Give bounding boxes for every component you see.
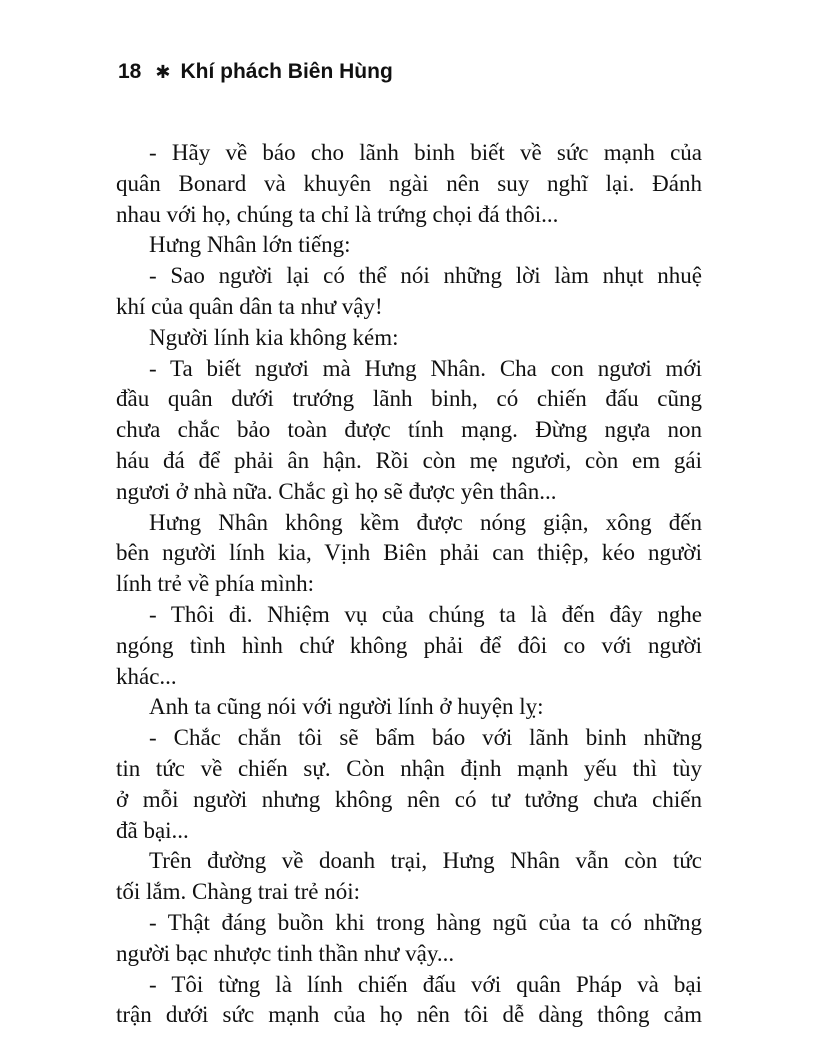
asterisk-icon: ✱	[155, 61, 171, 82]
text-line: trận dưới sức mạnh của họ nên tôi dễ dàng thông cảm	[116, 1002, 702, 1028]
text-line: Anh ta cũng nói với người lính ở huyện lỵ:	[149, 694, 544, 720]
text-line: tối lắm. Chàng trai trẻ nói:	[116, 879, 361, 905]
text-line: Trên đường về doanh trại, Hưng Nhân vẫn còn tức	[149, 848, 702, 874]
text-line: - Thôi đi. Nhiệm vụ của chúng ta là đến đây nghe	[149, 601, 702, 627]
page-body-text	[116, 138, 702, 1031]
text-line: chưa chắc bảo toàn được tính mạng. Đừng ngựa non	[116, 417, 702, 443]
text-line: - Chắc chắn tôi sẽ bẩm báo với lãnh binh những	[149, 725, 702, 751]
text-line: lính trẻ về phía mình:	[116, 571, 315, 597]
text-line: Hưng Nhân lớn tiếng:	[149, 232, 351, 258]
text-line: đã bại...	[116, 817, 189, 843]
text-line: tin tức về chiến sự. Còn nhận định mạnh yếu thì tùy	[116, 755, 702, 781]
text-line: khác...	[116, 663, 177, 689]
text-line: - Thật đáng buồn khi trong hàng ngũ của ta có những	[149, 909, 702, 935]
text-line: bên người lính kia, Vịnh Biên phải can thiệp, kéo người	[116, 540, 702, 566]
text-line: ở mỗi người nhưng không nên có tư tưởng chưa chiến	[116, 786, 702, 812]
text-line: đầu quân dưới trướng lãnh binh, có chiến đấu cũng	[116, 386, 702, 412]
text-line: khí của quân dân ta như vậy!	[116, 293, 383, 319]
text-line: - Tôi từng là lính chiến đấu với quân Pháp và bại	[149, 971, 702, 997]
book-title: Khí phách Biên Hùng	[180, 60, 393, 83]
text-line: Người lính kia không kém:	[149, 324, 399, 350]
text-line: - Hãy về báo cho lãnh binh biết về sức mạnh của	[149, 140, 702, 165]
text-line: Hưng Nhân không kềm được nóng giận, xông đến	[149, 509, 702, 535]
page-number: 18	[118, 60, 142, 83]
text-line: - Sao người lại có thể nói những lời làm nhụt nhuệ	[149, 263, 702, 289]
text-line: háu đá để phải ân hận. Rồi còn mẹ ngươi, còn em gái	[116, 447, 702, 473]
running-header	[118, 60, 393, 84]
text-line: ngóng tình hình chứ không phải để đôi co với người	[116, 632, 702, 658]
text-line: quân Bonard và khuyên ngài nên suy nghĩ lại. Đánh	[116, 170, 702, 196]
text-line: người bạc nhược tinh thần như vậy...	[116, 940, 455, 966]
text-line: ngươi ở nhà nữa. Chắc gì họ sẽ được yên thân...	[116, 478, 557, 504]
text-line: - Ta biết ngươi mà Hưng Nhân. Cha con ngươi mới	[149, 355, 702, 381]
text-line: nhau với họ, chúng ta chỉ là trứng chọi đá thôi...	[116, 201, 559, 227]
